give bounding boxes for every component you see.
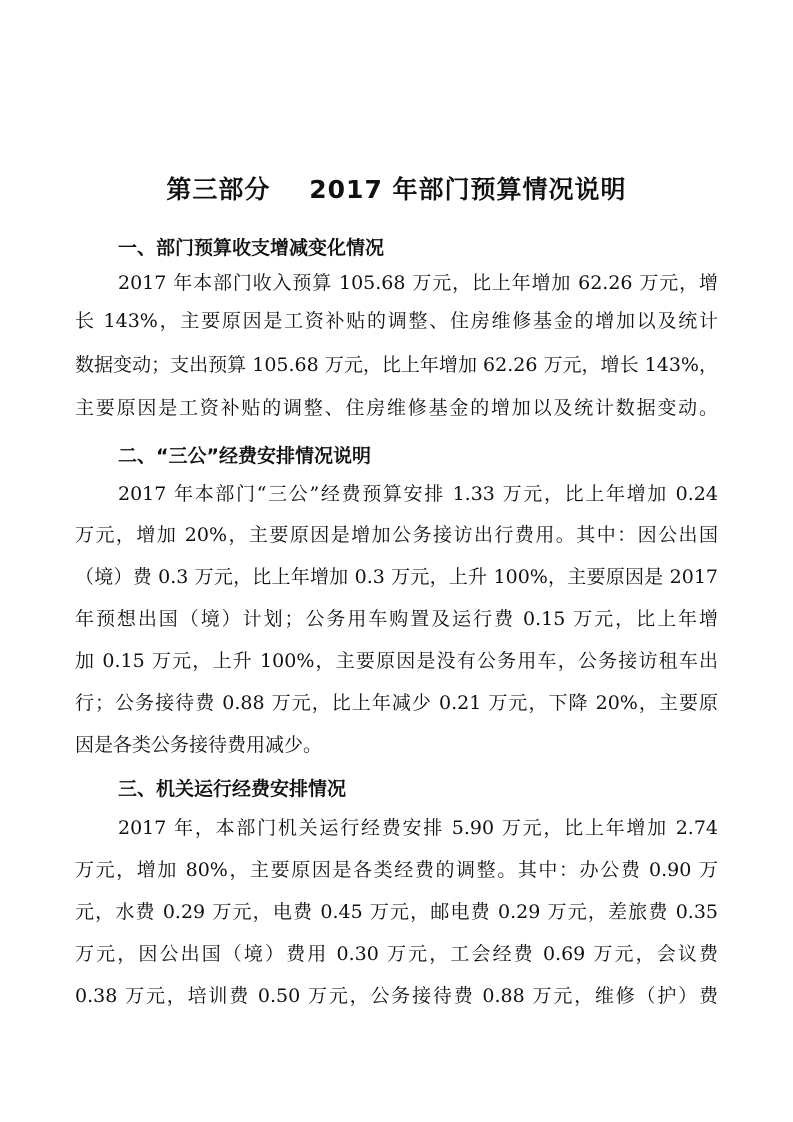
paragraph-line: 加 0.15 万元，上升 100%，主要原因是没有公务用车，公务接访租车出 [75,650,718,672]
section-heading: 二、“三公”经费安排情况说明 [118,445,371,467]
title-part: 第三部分 [166,175,271,204]
paragraph-line: 2017 年，本部门机关运行经费安排 5.90 万元，比上年增加 2.74 [118,817,718,839]
paragraph-line: 2017 年本部门收入预算 105.68 万元，比上年增加 62.26 万元，增 [118,272,718,294]
section-heading: 三、机关运行经费安排情况 [118,778,347,800]
title-text: 2017 年部门预算情况说明 [309,175,627,204]
paragraph-line: 万元，增加 20%，主要原因是增加公务接访出行费用。其中：因公出国 [75,524,718,546]
paragraph-line: 年预想出国（境）计划；公务用车购置及运行费 0.15 万元，比上年增 [75,608,718,630]
paragraph-line: 万元，增加 80%，主要原因是各类经费的调整。其中：办公费 0.90 万 [75,859,718,881]
paragraph-line: 长 143%，主要原因是工资补贴的调整、住房维修基金的增加以及统计 [75,310,718,332]
paragraph-line: 2017 年本部门“三公”经费预算安排 1.33 万元，比上年增加 0.24 [118,483,718,505]
paragraph-line: 主要原因是工资补贴的调整、住房维修基金的增加以及统计数据变动。 [75,397,718,419]
paragraph-line: 数据变动；支出预算 105.68 万元，比上年增加 62.26 万元，增长 143%， [75,354,718,376]
page-title [0,170,793,206]
paragraph-line: 0.38 万元，培训费 0.50 万元，公务接待费 0.88 万元，维修（护）费 [75,985,718,1007]
paragraph-line: 因是各类公务接待费用减少。 [75,734,323,756]
paragraph-line: 万元，因公出国（境）费用 0.30 万元，工会经费 0.69 万元，会议费 [75,943,718,965]
paragraph-line: 元，水费 0.29 万元，电费 0.45 万元，邮电费 0.29 万元，差旅费 0.35 [75,901,718,923]
section-heading: 一、部门预算收支增减变化情况 [118,237,385,259]
paragraph-line: （境）费 0.3 万元，比上年增加 0.3 万元，上升 100%，主要原因是 2017 [75,566,718,588]
paragraph-line: 行；公务接待费 0.88 万元，比上年减少 0.21 万元，下降 20%，主要原 [75,692,718,714]
